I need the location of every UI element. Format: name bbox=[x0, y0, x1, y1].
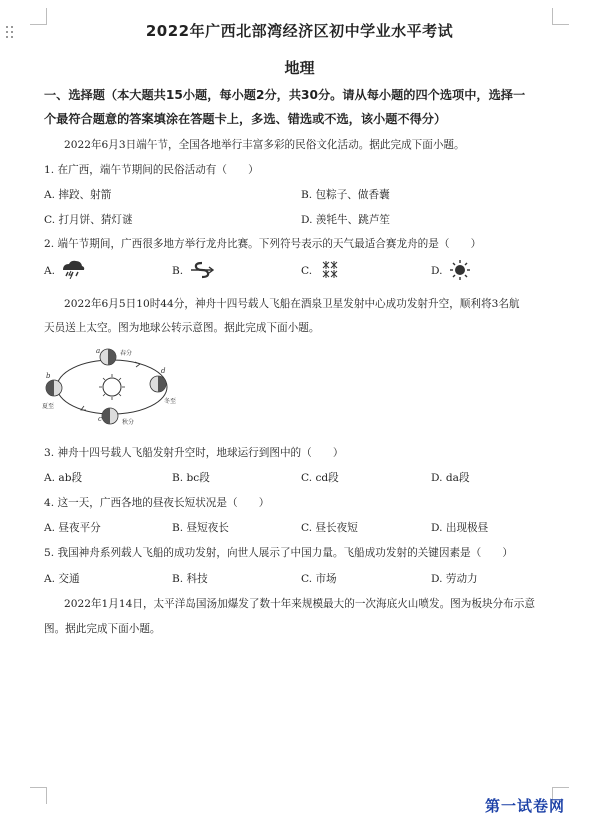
subject-title: 地理 bbox=[284, 59, 315, 77]
question-1-option-a: A. 摔跤、射箭 bbox=[44, 189, 112, 201]
question-3-option-d: D. da段 bbox=[431, 472, 470, 484]
question-4-stem: 4. 这一天，广西各地的昼夜长短状况是（ ） bbox=[44, 497, 270, 509]
question-5-option-d: D. 劳动力 bbox=[431, 573, 478, 585]
question-4-option-a: A. 昼夜平分 bbox=[44, 522, 101, 534]
question-1-stem: 1. 在广西，端午节期间的民俗活动有（ ） bbox=[44, 164, 259, 176]
intro-paragraph-3-line-2: 图。据此完成下面小题。 bbox=[44, 623, 161, 635]
snow-icon bbox=[319, 259, 341, 281]
question-3-option-a: A. ab段 bbox=[44, 472, 83, 484]
question-4-option-d: D. 出现极昼 bbox=[431, 522, 489, 534]
sunny-icon bbox=[449, 259, 471, 281]
question-1-option-c: C. 打月饼、猜灯谜 bbox=[44, 214, 133, 226]
diagram-point-a: a bbox=[96, 347, 101, 355]
question-4-option-b: B. 昼短夜长 bbox=[172, 522, 229, 534]
question-3-option-b: B. bc段 bbox=[172, 472, 210, 484]
diagram-point-b: b bbox=[46, 372, 51, 380]
diagram-label-top: 春分 bbox=[120, 350, 133, 357]
diagram-label-left: 夏至 bbox=[42, 403, 55, 410]
earth-revolution-diagram bbox=[40, 342, 182, 432]
question-2-option-a: A. bbox=[44, 265, 56, 277]
thunderstorm-icon bbox=[60, 259, 86, 279]
question-5-stem: 5. 我国神舟系列载人飞船的成功发射，向世人展示了中国力量。飞船成功发射的关键因素是（ ） bbox=[44, 547, 514, 559]
page-title: 2022年广西北部湾经济区初中学业水平考试 bbox=[145, 22, 454, 40]
intro-paragraph-3-line-1: 2022年1月14日，太平洋岛国汤加爆发了数十年来规模最大的一次海底火山喷发。图为板块分布示意 bbox=[64, 598, 535, 610]
diagram-point-c: c bbox=[98, 415, 102, 423]
question-2-stem: 2. 端午节期间，广西很多地方举行龙舟比赛。下列符号表示的天气最适合赛龙舟的是（ ） bbox=[44, 238, 482, 250]
question-5-option-c: C. 市场 bbox=[301, 573, 337, 585]
intro-paragraph-1: 2022年6月3日端午节，全国各地举行丰富多彩的民俗文化活动。据此完成下面小题。 bbox=[64, 139, 465, 151]
question-3-option-c: C. cd段 bbox=[301, 472, 339, 484]
question-5-option-b: B. 科技 bbox=[172, 573, 208, 585]
intro-paragraph-2-line-1: 2022年6月5日10时44分，神舟十四号载人飞船在酒泉卫星发射中心成功发射升空，顺利将3名航 bbox=[64, 298, 520, 310]
watermark: 第一试卷网 bbox=[485, 797, 566, 815]
question-1-option-d: D. 羡牦牛、跳芦笙 bbox=[301, 214, 391, 226]
sandstorm-icon bbox=[190, 260, 214, 280]
question-3-stem: 3. 神舟十四号载人飞船发射升空时，地球运行到图中的（ ） bbox=[44, 447, 344, 459]
question-2-option-d: D. bbox=[431, 265, 443, 277]
crop-mark-bottom-left bbox=[30, 787, 47, 804]
question-2-option-b: B. bbox=[172, 265, 184, 277]
section-heading-line-1: 一、选择题（本大题共15小题，每小题2分，共30分。请从每小题的四个选项中，选择一 bbox=[44, 88, 526, 102]
question-5-option-a: A. 交通 bbox=[44, 573, 80, 585]
question-1-option-b: B. 包粽子、做香囊 bbox=[301, 189, 390, 201]
diagram-label-bottom: 秋分 bbox=[122, 419, 135, 426]
intro-paragraph-2-line-2: 天员送上太空。图为地球公转示意图。据此完成下面小题。 bbox=[44, 322, 320, 334]
section-heading-line-2: 个最符合题意的答案填涂在答题卡上，多选、错选或不选，该小题不得分） bbox=[44, 112, 447, 126]
diagram-point-d: d bbox=[161, 367, 166, 375]
diagram-label-right: 冬至 bbox=[164, 398, 177, 405]
question-4-option-c: C. 昼长夜短 bbox=[301, 522, 358, 534]
question-2-option-c: C. bbox=[301, 265, 313, 277]
